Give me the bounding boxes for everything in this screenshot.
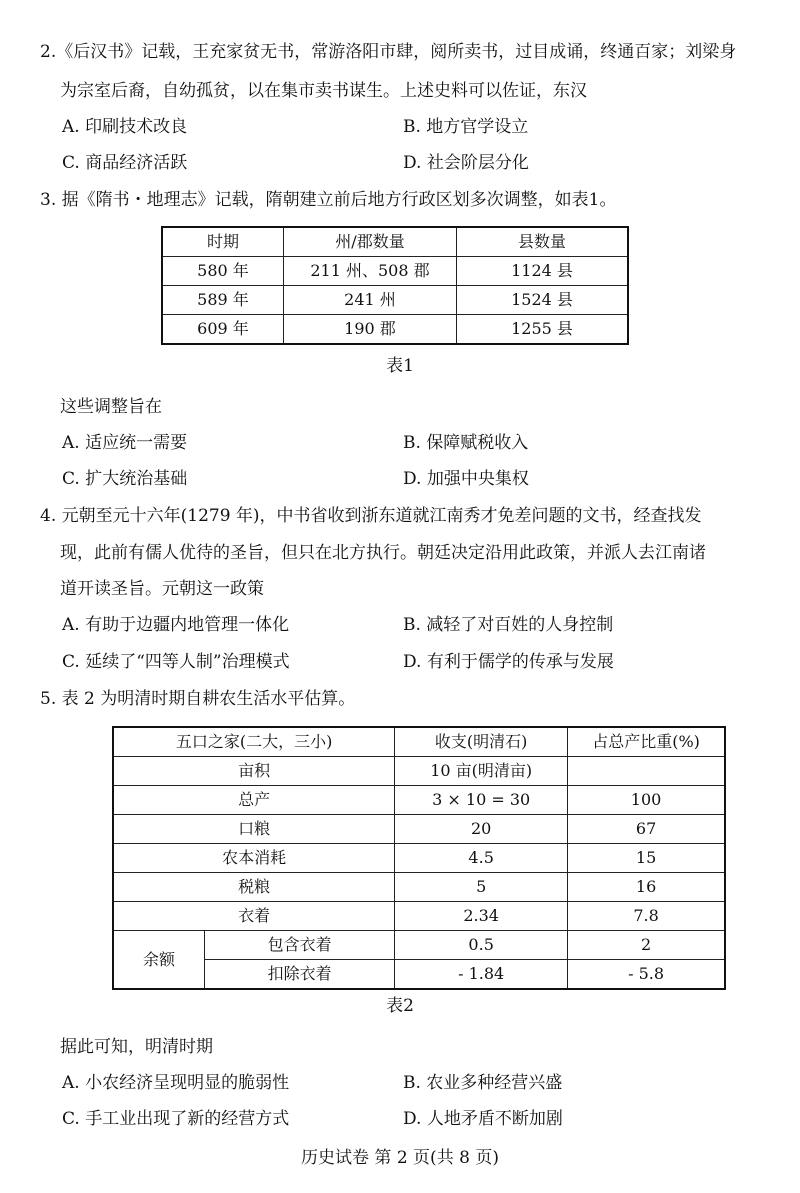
table-row (113, 960, 725, 990)
q3-stem: 3. 据《隋书・地理志》记载，隋朝建立前后地方行政区划多次调整，如表1。 (40, 190, 617, 210)
q3-option-a: A. 适应统一需要 (62, 433, 188, 453)
table-cell: 口粮 (113, 815, 395, 844)
table-cell: 7.8 (568, 902, 725, 931)
q5-follow: 据此可知，明清时期 (60, 1037, 213, 1057)
q5-option-c: C. 手工业出现了新的经营方式 (62, 1109, 290, 1129)
table-header-cell: 时期 (162, 227, 284, 257)
q4-option-b: B. 减轻了对百姓的人身控制 (403, 615, 614, 635)
table-row (113, 902, 725, 931)
q5-option-a: A. 小农经济呈现明显的脆弱性 (62, 1073, 290, 1093)
table-row (162, 286, 628, 315)
table-cell: 2 (568, 931, 725, 960)
table-cell: - 5.8 (568, 960, 725, 990)
table-2 (112, 726, 726, 990)
table-header-row (162, 227, 628, 257)
q2-option-b: B. 地方官学设立 (403, 117, 529, 137)
q3-option-c: C. 扩大统治基础 (62, 469, 188, 489)
table-cell: 税粮 (113, 873, 395, 902)
table-cell: 总产 (113, 786, 395, 815)
table-cell: 亩积 (113, 757, 395, 786)
table-cell: 67 (568, 815, 725, 844)
q5-option-d: D. 人地矛盾不断加剧 (403, 1109, 563, 1129)
table-cell: 4.5 (395, 844, 568, 873)
table-cell: 1255 县 (457, 315, 629, 345)
table-cell: 211 州、508 郡 (284, 257, 457, 286)
q2-option-d: D. 社会阶层分化 (403, 153, 529, 173)
table-cell: 190 郡 (284, 315, 457, 345)
table-header-row (113, 727, 725, 757)
table-row (113, 873, 725, 902)
q3-option-d: D. 加强中央集权 (403, 469, 529, 489)
q4-option-a: A. 有助于边疆内地管理一体化 (62, 615, 290, 635)
table-row (162, 315, 628, 345)
table-header-cell: 占总产比重(%) (568, 727, 725, 757)
table-cell: 农本消耗 (113, 844, 395, 873)
q5-stem: 5. 表 2 为明清时期自耕农生活水平估算。 (40, 689, 356, 709)
q4-option-c: C. 延续了“四等人制”治理模式 (62, 652, 290, 672)
table-1-caption: 表1 (386, 356, 414, 376)
table-cell: 10 亩(明清亩) (395, 757, 568, 786)
table-cell: 衣着 (113, 902, 395, 931)
table-cell: 1124 县 (457, 257, 629, 286)
table-cell: 589 年 (162, 286, 284, 315)
page-footer: 历史试卷 第 2 页(共 8 页) (301, 1148, 499, 1168)
table-1 (161, 226, 629, 345)
table-cell: 包含衣着 (205, 931, 395, 960)
table-header-cell: 收支(明清石) (395, 727, 568, 757)
q2-option-a: A. 印刷技术改良 (62, 117, 188, 137)
q4-option-d: D. 有利于儒学的传承与发展 (403, 652, 614, 672)
table-row (113, 931, 725, 960)
table-cell: 609 年 (162, 315, 284, 345)
table-row (113, 757, 725, 786)
table-cell: 20 (395, 815, 568, 844)
table-cell: 2.34 (395, 902, 568, 931)
table-header-cell: 县数量 (457, 227, 629, 257)
q2-option-c: C. 商品经济活跃 (62, 153, 188, 173)
table-header-cell: 州/郡数量 (284, 227, 457, 257)
q4-stem-line1: 4. 元朝至元十六年(1279 年)，中书省收到浙东道就江南秀才免差问题的文书，经查找发 (40, 506, 702, 526)
table-cell: 0.5 (395, 931, 568, 960)
table-row (113, 815, 725, 844)
table-cell: 扣除衣着 (205, 960, 395, 990)
q5-option-b: B. 农业多种经营兴盛 (403, 1073, 563, 1093)
q2-stem-line1: 2.《后汉书》记载，王充家贫无书，常游洛阳市肆，阅所卖书，过目成诵，终通百家；刘梁身 (40, 42, 737, 62)
table-cell: 16 (568, 873, 725, 902)
table-row (113, 844, 725, 873)
table-cell: 3 × 10 = 30 (395, 786, 568, 815)
q2-stem-line2: 为宗室后裔，自幼孤贫，以在集市卖书谋生。上述史料可以佐证，东汉 (60, 81, 587, 101)
table-cell: 5 (395, 873, 568, 902)
table-cell (568, 757, 725, 786)
table-row (162, 257, 628, 286)
table-cell: 100 (568, 786, 725, 815)
table-cell: - 1.84 (395, 960, 568, 990)
table-cell: 15 (568, 844, 725, 873)
table-row (113, 786, 725, 815)
q4-stem-line2: 现，此前有儒人优待的圣旨，但只在北方执行。朝廷决定沿用此政策，并派人去江南诸 (60, 543, 706, 563)
q4-stem-line3: 道开读圣旨。元朝这一政策 (60, 579, 264, 599)
q3-follow: 这些调整旨在 (60, 397, 162, 417)
q3-option-b: B. 保障赋税收入 (403, 433, 529, 453)
table-cell-balance-label: 余额 (113, 931, 205, 990)
table-2-caption: 表2 (386, 996, 414, 1016)
table-cell: 1524 县 (457, 286, 629, 315)
table-cell: 580 年 (162, 257, 284, 286)
table-header-cell: 五口之家(二大，三小) (113, 727, 395, 757)
table-cell: 241 州 (284, 286, 457, 315)
